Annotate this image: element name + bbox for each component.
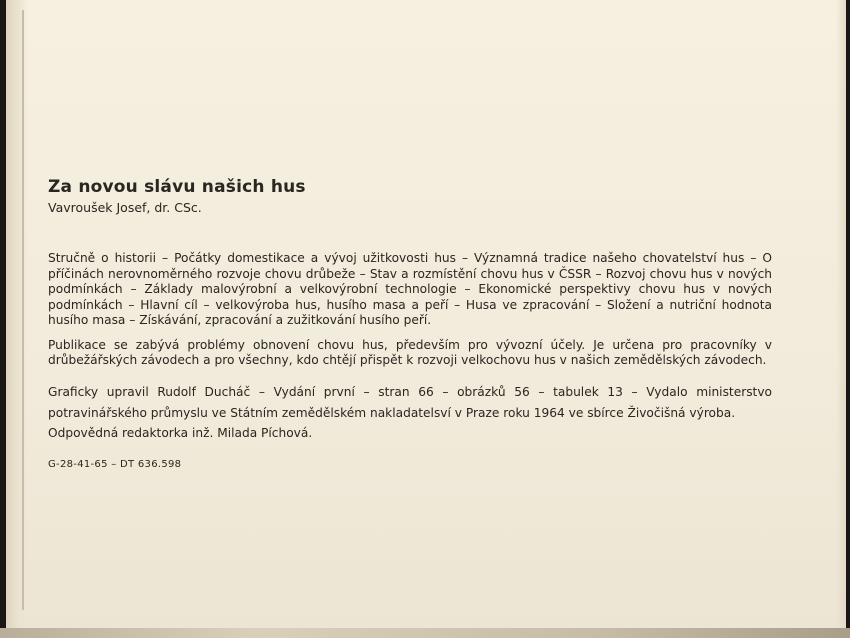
imprint-details: Graficky upravil Rudolf Ducháč – Vydání první – stran 66 – obrázků 56 – tabulek 13 – Vydalo ministerstvo potravinářského průmyslu ve Státním zemědělském nakladatelsví v Praze roku 1964 ve sbírce Živočišná výroba. xyxy=(48,384,772,420)
page-bottom-edge xyxy=(0,628,850,638)
publication-description: Publikace se zabývá problémy obnovení chovu hus, především pro vývozní účely. Je určena pro pracovníky v drůbežářských závodech a pro všechny, kdo chtějí přispět k rozvoji velkochovu hus v našich zemědělských závodech. xyxy=(48,337,772,367)
page-fold-line xyxy=(22,10,24,610)
page-right-edge xyxy=(836,0,846,632)
book-title: Za novou slávu našich hus xyxy=(48,177,306,197)
page-gutter xyxy=(6,0,28,632)
responsible-editor: Odpovědná redaktorka inž. Milada Píchová. xyxy=(48,425,313,440)
book-colophon xyxy=(48,175,772,480)
book-author: Vavroušek Josef, dr. CSc. xyxy=(48,200,202,215)
contents-summary: Stručně o historii – Počátky domestikace a vývoj užitkovosti hus – Významná tradice našeho chovatelství hus – O příčinách nerovnoměrného rozvoje chovu drůbeže – Stav a rozmístění chovu hus v ČSSR – Rozvoj chovu hus v nových podmínkách – Základy malovýrobní a velkovýrobní technologie – Ekonomické perspektivy chovu hus v nových podmínkách – Hlavní cíl – velkovýroba hus, husího masa a peří – Husa ve zpracování – Složení a nutriční hodnota husího masa – Získávání, zpracování a zužitkování husího peří. xyxy=(48,251,772,327)
catalog-code: G-28-41-65 – DT 636.598 xyxy=(48,459,182,470)
